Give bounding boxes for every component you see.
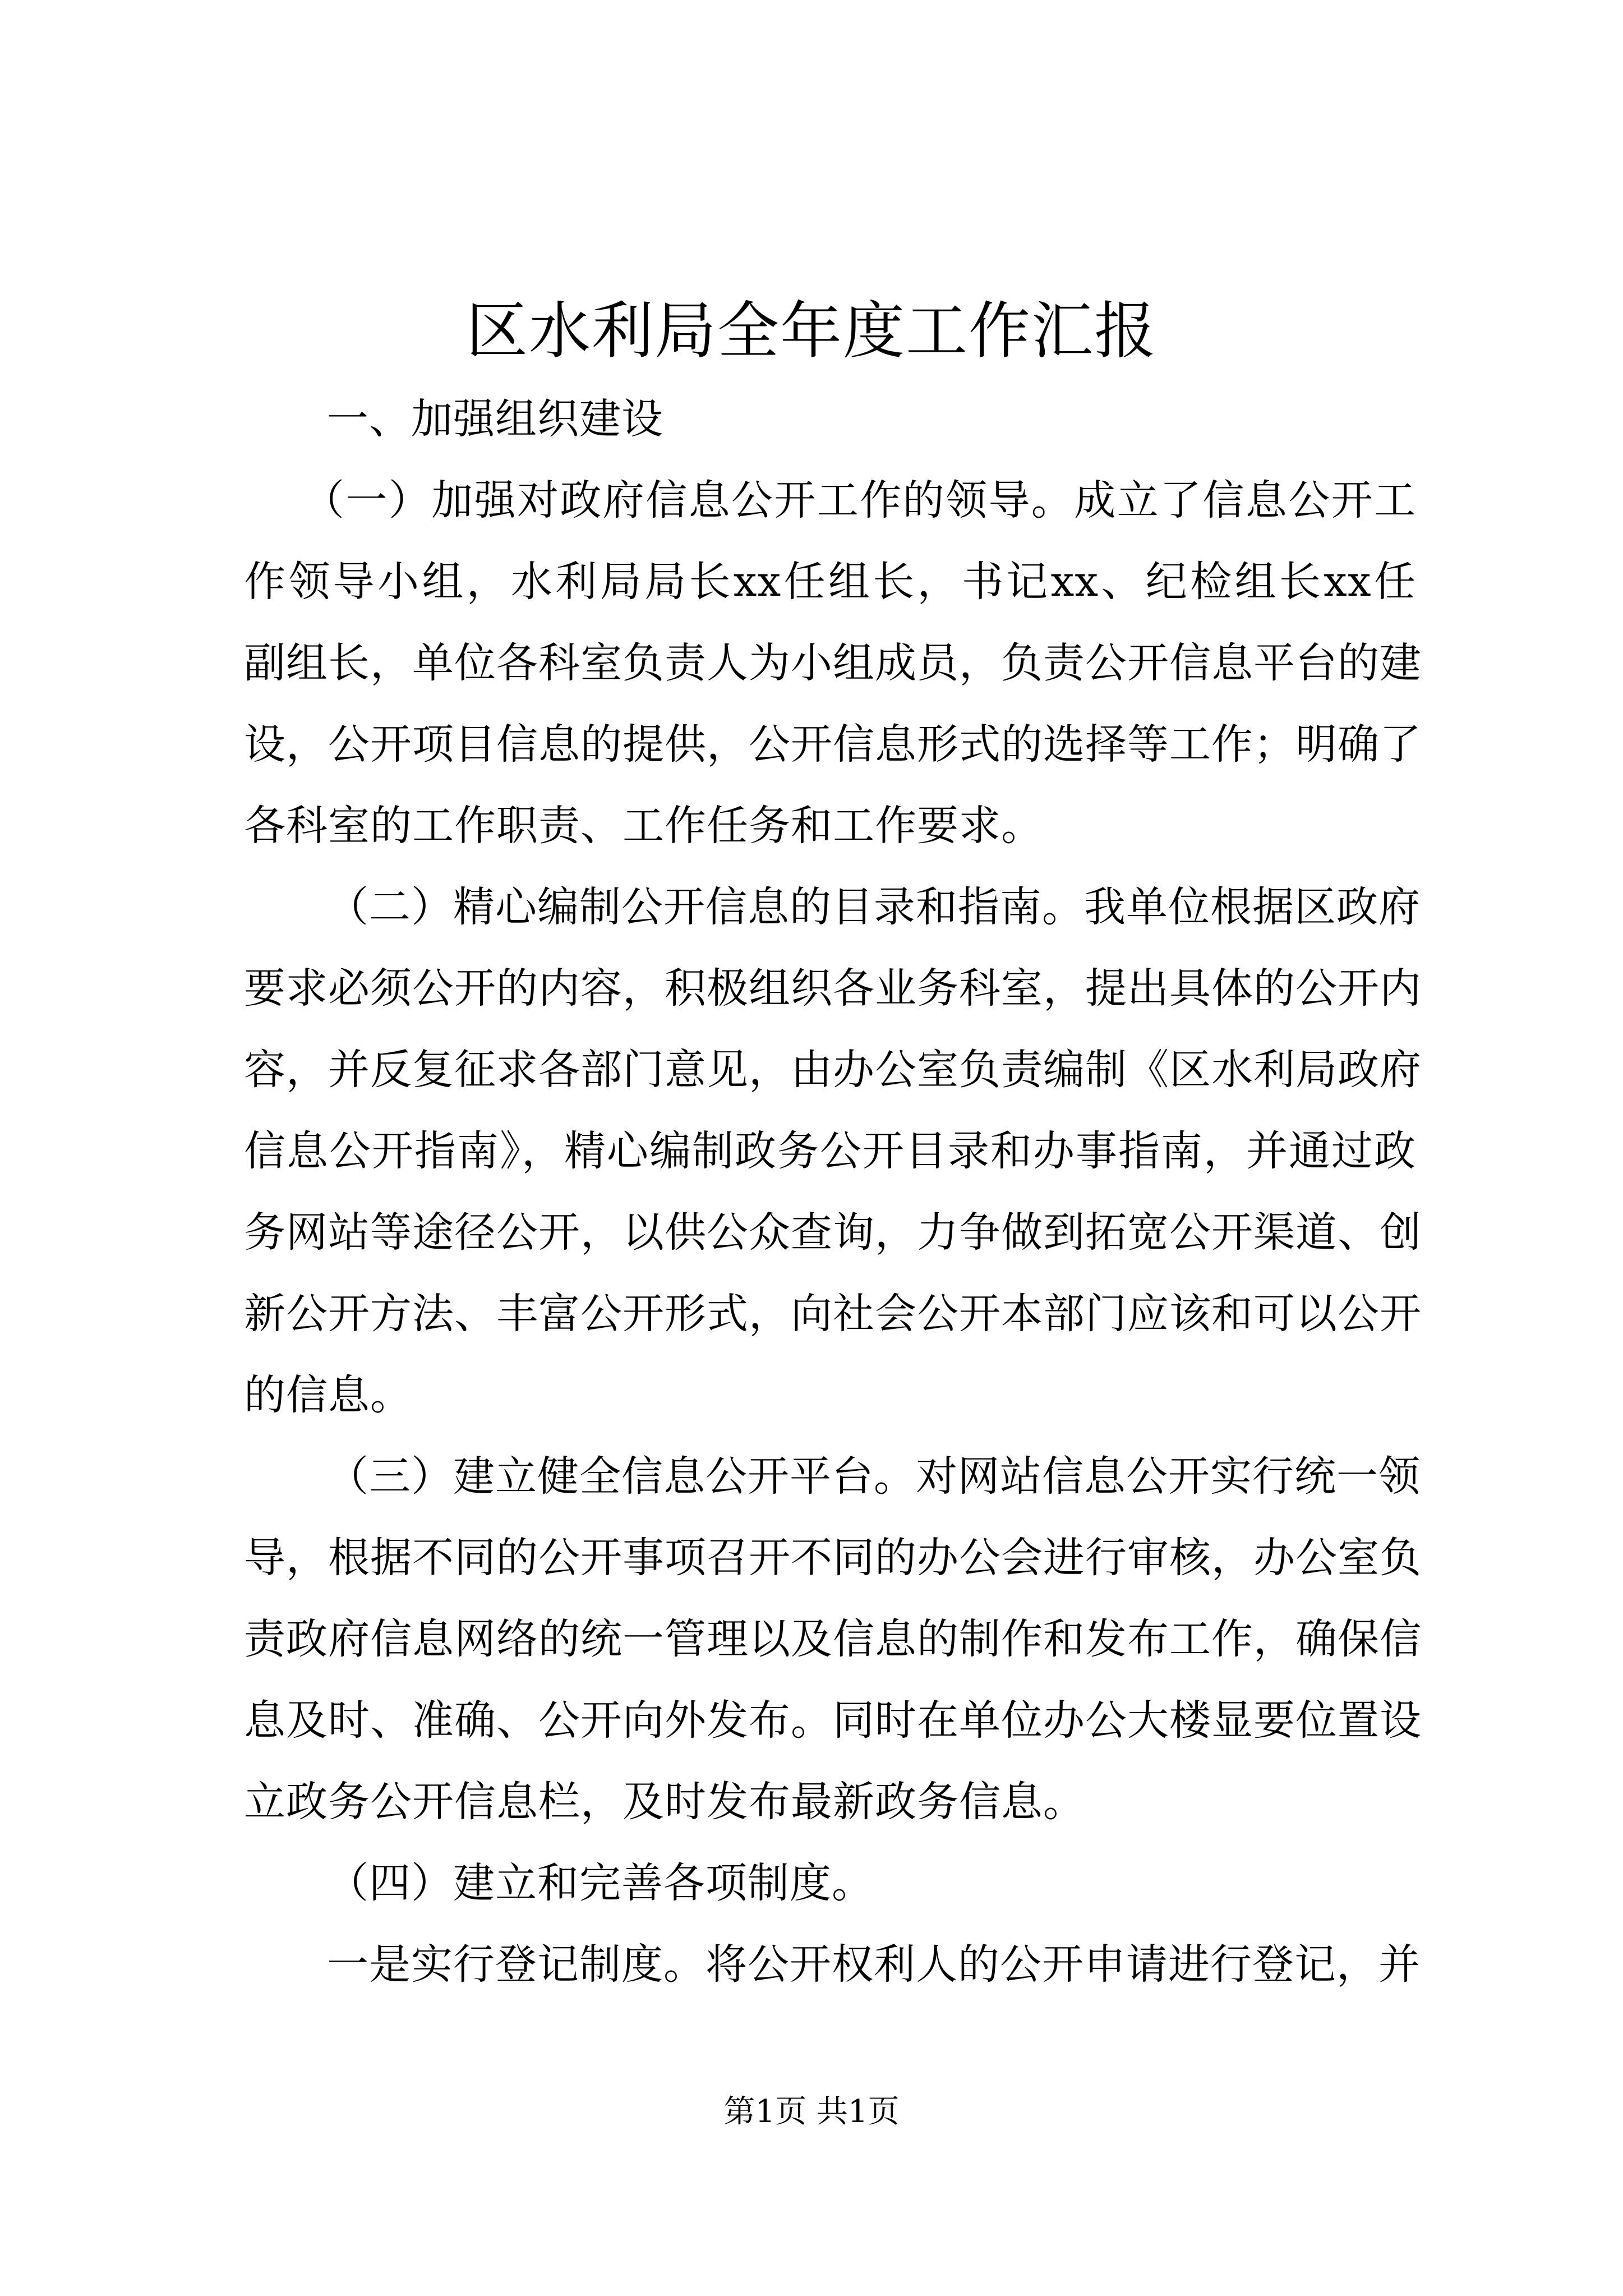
section-heading: 一、加强组织建设 — [327, 395, 663, 443]
paragraph-line: 立政务公开信息栏，及时发布最新政务信息。 — [244, 1778, 1085, 1826]
paragraph-line: 导，根据不同的公开事项召开不同的办公会进行审核，办公室负 — [244, 1534, 1422, 1582]
paragraph-line: 信息公开指南》，精心编制政务公开目录和办事指南，并通过政 — [244, 1127, 1416, 1175]
paragraph-line: （二）精心编制公开信息的目录和指南。我单位根据区政府 — [327, 883, 1421, 931]
paragraph-line: 副组长，单位各科室负责人为小组成员，负责公开信息平台的建 — [244, 639, 1422, 687]
paragraph-line: 新公开方法、丰富公开形式，向社会公开本部门应该和可以公开 — [244, 1290, 1422, 1338]
paragraph-line: 各科室的工作职责、工作任务和工作要求。 — [244, 802, 1043, 850]
document-title: 区水利局全年度工作汇报 — [466, 295, 1157, 367]
document-body — [244, 379, 1422, 2005]
paragraph-line: 容，并反复征求各部门意见，由办公室负责编制《区水利局政府 — [244, 1046, 1422, 1094]
paragraph-line: 设，公开项目信息的提供，公开信息形式的选择等工作；明确了 — [244, 720, 1422, 769]
paragraph-line: （四）建立和完善各项制度。 — [327, 1859, 874, 1907]
paragraph-line: 息及时、准确、公开向外发布。同时在单位办公大楼显要位置设 — [244, 1696, 1422, 1745]
paragraph-line: 的信息。 — [244, 1371, 412, 1419]
paragraph-line: 要求必须公开的内容，积极组织各业务科室，提出具体的公开内 — [244, 964, 1422, 1013]
paragraph-line: 一是实行登记制度。将公开权利人的公开申请进行登记，并 — [327, 1940, 1421, 1989]
paragraph-line: （一）加强对政府信息公开工作的领导。成立了信息公开工 — [303, 476, 1416, 524]
page-number: 第1页 共1页 — [723, 2093, 900, 2130]
paragraph-line: 责政府信息网络的统一管理以及信息的制作和发布工作，确保信 — [244, 1615, 1422, 1663]
paragraph-line: 务网站等途径公开，以供公众查询，力争做到拓宽公开渠道、创 — [244, 1208, 1422, 1257]
paragraph-line: 作领导小组，水利局局长xx任组长，书记xx、纪检组长xx任 — [244, 558, 1416, 606]
paragraph-line: （三）建立健全信息公开平台。对网站信息公开实行统一领 — [327, 1452, 1421, 1501]
